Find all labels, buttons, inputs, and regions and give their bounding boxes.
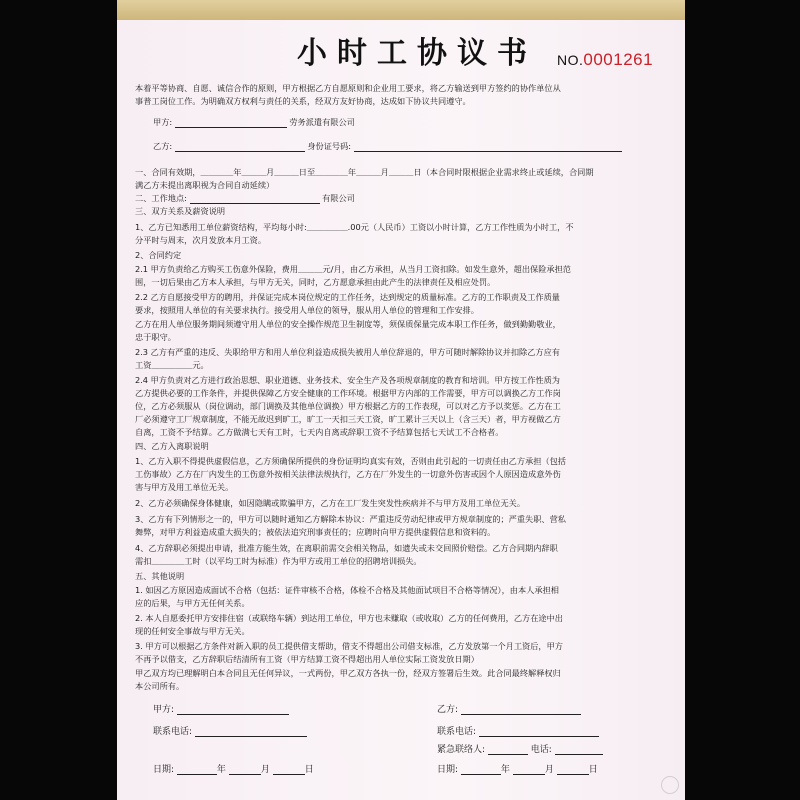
agreement-sheet [117,20,685,800]
sig-b-phone-label: 联系电话: [437,727,477,737]
clause-line: 应的后果，与甲方无任何关系。 [135,598,250,608]
sig-party-b [437,702,581,715]
month-field [513,765,545,775]
sig-b-phone [437,724,599,737]
workplace-row [135,192,355,204]
workplace-company: 有限公司 [322,193,355,203]
serial-label: NO. [557,52,584,68]
party-a-label: 甲方: [153,117,173,127]
party-a-row [153,116,355,128]
clause-line: 2、合同约定 [135,250,182,260]
clause-line: 2、乙方必须确保身体健康，如因隐瞒或欺骗甲方，乙方在工厂发生突发性疾病并不与甲方及用工单位无关。 [135,498,526,508]
month-field [229,765,261,775]
clause-line: 害与甲方及用工单位无关。 [135,482,234,492]
emergency-label: 紧急联络人: [437,745,486,755]
clause-line: 1、乙方已知悉用工单位薪资结构，平均每小时:＿＿＿＿＿.00元（人民币）工资以小时计算，乙方工作性质为小时工，不 [135,222,574,232]
serial-number [557,50,653,70]
workplace-field [190,194,320,204]
party-b-label: 乙方: [153,141,173,151]
document-title: 小时工协议书 [297,36,537,71]
clause-line: 不再予以借支，乙方辞职后结清所有工资（甲方结算工资不得超出用人单位实际工资发放日期） [135,654,479,664]
clause-line: 2.3 乙方有严重的违反、失职给甲方和用人单位利益造成损失被用人单位辞退的，甲方可随时解除协议并扣除乙方应有 [135,347,560,357]
month-label: 月 [544,765,554,775]
clause-line: 3. 甲方可以根据乙方条件对新入职的员工提供借支帮助，借支不得超出公司借支标准，乙方发放第一个月工资后，甲方 [135,641,563,651]
id-number-label: 身份证号码: [307,141,352,151]
day-field [273,765,305,775]
emergency-tel-label: 电话: [530,745,552,755]
sig-a-phone-label: 联系电话: [153,727,193,737]
clause-line: 4、乙方辞职必须提出申请，批准方能生效，在离职前需交会相关物品，如遗失或未交回照价赔偿。乙方合同期内辞职 [135,543,558,553]
binding-strip [117,0,685,21]
month-label: 月 [260,765,270,775]
clause-line: 满乙方未提出离职视为合同自动延续） [135,180,275,190]
clause-line: 本公司所有。 [135,681,185,691]
sig-party-a [153,702,289,715]
year-label: 年 [500,765,510,775]
clause-line: 2.1 甲方负责给乙方购买工伤意外保险，费用＿＿＿元/月，由乙方承担，从当月工资扣除。如发生意外，超出保险承担范 [135,264,571,274]
clause-line: 围，一切后果由乙方本人承担，与甲方无关，同时，乙方愿意承担由此产生的法律责任及相应处罚。 [135,277,496,287]
serial-value: 0001261 [583,50,654,69]
clause-line: 3、乙方有下列情形之一的，甲方可以随时通知乙方解除本协议：严重违反劳动纪律或甲方规章制度的；严重失职、营私 [135,514,566,524]
sig-b-field [461,705,581,715]
clause-line: 现的任何安全事故与甲方无关。 [135,626,250,636]
clause-line: 工伤事故）乙方在厂内发生的工伤意外按相关法律法规执行，乙方在厂外发生的一切意外伤害或因个人原因造成意外伤 [135,469,561,479]
emergency-field [488,745,528,755]
sig-b-emergency [437,742,603,755]
clause-line: 甲乙双方均已理解明白本合同且无任何异议，一式两份，甲乙双方各执一份，经双方签署后生效。此合同最终解释权归 [135,668,561,678]
emergency-tel-field [555,745,603,755]
sig-b-phone-field [479,727,599,737]
clause-line: 1、乙方入职不得提供虚假信息，乙方须确保所提供的身份证明均真实有效，否则由此引起的一切责任由乙方承担（包括 [135,456,566,466]
clause-line: 一、合同有效期，＿＿＿＿年＿＿＿月＿＿＿日至＿＿＿＿年＿＿＿月＿＿＿日（本合同时限根据企业需求终止或延续，合同期 [135,167,594,177]
clause-line: 四、乙方入离职说明 [135,441,209,451]
party-a-field [175,118,287,128]
clause-line: 需扣＿＿＿＿工时（以平均工时为标准）作为甲方或用工单位的招聘培训损失。 [135,556,422,566]
sig-a-phone-field [195,727,307,737]
year-label: 年 [216,765,226,775]
clause-line: 2. 本人自愿委托甲方安排住宿（或联络车辆）到达用工单位，甲方也未赚取（或收取）乙方的任何费用，乙方在途中出 [135,613,563,623]
sig-a-field [177,705,289,715]
clause-line: 1. 如因乙方原因造成面试不合格（包括：证件审核不合格，体检不合格及其他面试项目不合格等情况），由本人承担相 [135,585,559,595]
clause-line: 五、其他说明 [135,571,185,581]
clause-line: 要求，按照用人单位的有关要求执行。接受用人单位的领导，服从用人单位的管理和工作安排。 [135,305,479,315]
sig-b-date [437,762,598,775]
sig-a-label: 甲方: [153,705,175,715]
intro-line-2: 事普工岗位工作。为明确双方权利与责任的关系，经双方友好协商，达成如下协议共同遵守。 [135,96,471,106]
clause-line: 分平时与周末，次月发放本月工资。 [135,235,267,245]
day-field [557,765,589,775]
sig-a-phone [153,724,307,737]
day-label: 日 [304,765,314,775]
clause-line: 忠于职守。 [135,332,176,342]
sig-b-date-label: 日期: [437,765,459,775]
party-a-company: 劳务派遣有限公司 [289,117,355,127]
party-b-row [153,140,622,152]
clause-line: 2.4 甲方负责对乙方进行政治思想、职业道德、业务技术、安全生产及各项规章制度的教育和培训。甲方按工作性质为 [135,375,560,385]
corner-stamp-icon [661,776,679,794]
clause-line: 厂必须遵守工厂规章制度，不能无故迟到旷工，旷工一天扣三天工资，旷工累计三天以上（含三天）者，甲方视做乙方 [135,414,561,424]
clause-line: 2.2 乙方自愿接受甲方的聘用，并保证完成本岗位规定的工作任务，达到规定的质量标准。乙方的工作职责及工作质量 [135,292,560,302]
clause-line: 自离，工资不予结算。乙方做满七天有工时，七天内自离或辞职工资不予结算包括七天试工不合格者。 [135,427,504,437]
party-b-field [175,142,305,152]
intro-line-1: 本着平等协商、自愿、诚信合作的原则，甲方根据乙方自愿原则和企业用工要求，将乙方输送到甲方签约的协作单位从 [135,83,561,93]
year-field [177,765,217,775]
clause-line: 工资＿＿＿＿＿元。 [135,360,209,370]
sig-a-date-label: 日期: [153,765,175,775]
clause-line: 三、双方关系及薪资说明 [135,206,226,216]
sig-b-label: 乙方: [437,705,459,715]
sig-a-date [153,762,314,775]
year-field [461,765,501,775]
clause-line: 舞弊，对甲方利益造成重大损失的；被依法追究刑事责任的；应聘时向甲方提供虚假信息和资料的。 [135,527,496,537]
clause-line: 位，乙方必须服从（岗位调动，部门调换及其他单位调换）甲方根据乙方的工作表现，可以对乙方予以奖惩。乙方在工 [135,401,561,411]
clause-line: 乙方提供必要的工作条件，并提供保障乙方安全健康的工作环境。根据甲方内部的工作需要，甲方可以调换乙方工作岗 [135,388,561,398]
clause-line: 乙方在用人单位服务期间须遵守用人单位的安全操作规范卫生制度等，须保质保量完成本职工作任务，做到勤勤敬业， [135,319,561,329]
day-label: 日 [588,765,598,775]
id-number-field [354,142,622,152]
workplace-label: 二、工作地点: [135,193,187,203]
